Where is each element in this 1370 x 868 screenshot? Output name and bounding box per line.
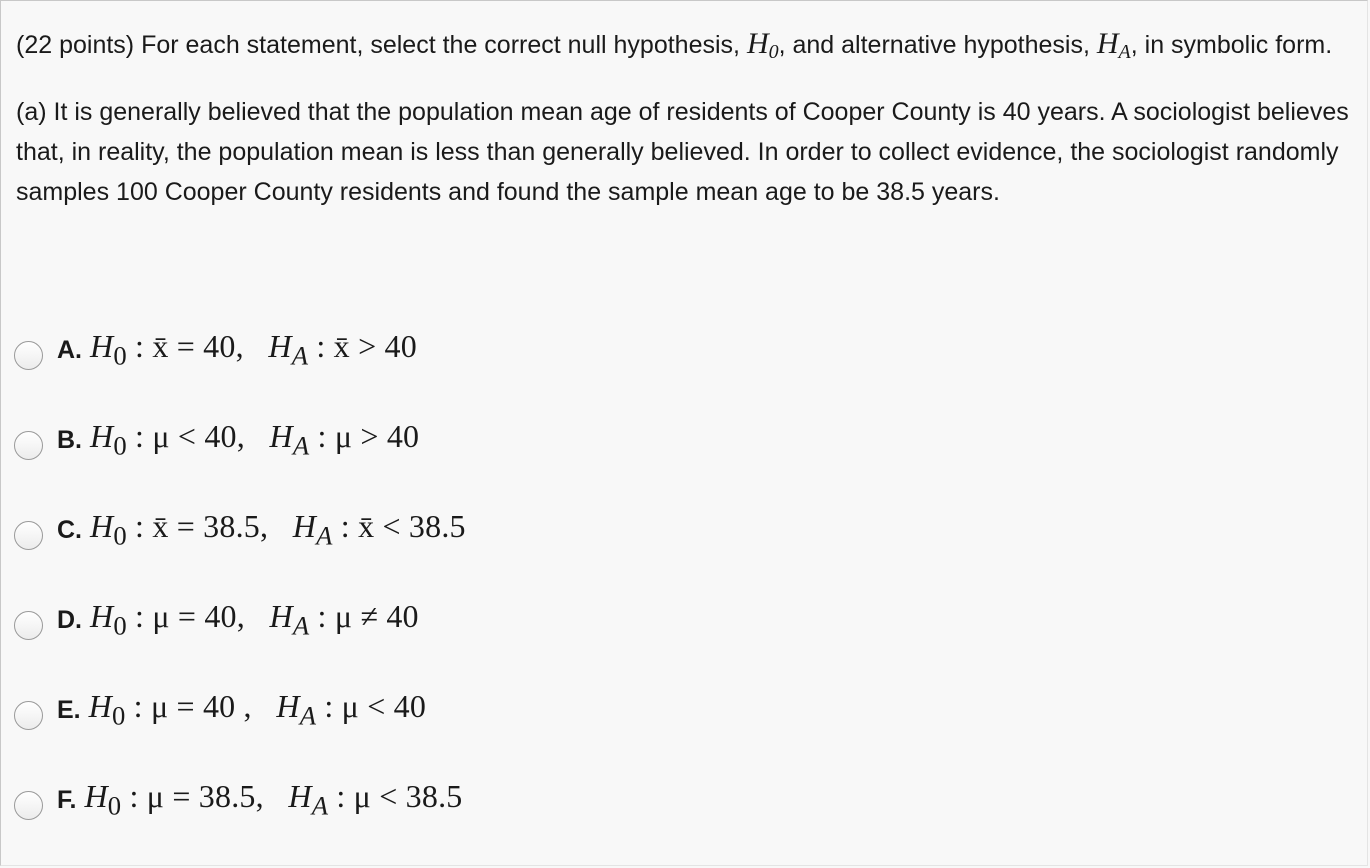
option-f[interactable] <box>14 780 462 820</box>
option-b-radio[interactable] <box>14 431 43 460</box>
option-d-expression: $H_0$ : μ = 40, $H_A$ : μ ≠ 40 <box>90 598 419 641</box>
question-intro: (22 points) For each statement, select the correct null hypothesis, $H_0$, and alternative hypothesis, $H_A$, in symbolic form. <box>16 27 1333 63</box>
option-b[interactable] <box>14 420 419 460</box>
option-e-radio[interactable] <box>14 701 43 730</box>
option-a[interactable] <box>14 330 417 370</box>
option-a-expression: $H_0$ : x̄ = 40, $H_A$ : x̄ > 40 <box>90 328 417 371</box>
option-c[interactable] <box>14 510 466 550</box>
option-c-expression: $H_0$ : x̄ = 38.5, $H_A$ : x̄ < 38.5 <box>90 508 466 551</box>
question-text <box>16 24 1356 212</box>
option-c-letter: C. <box>57 515 82 544</box>
ha-symbol: $H_A$ <box>1096 27 1131 63</box>
option-a-radio[interactable] <box>14 341 43 370</box>
option-b-expression: $H_0$ : μ < 40, $H_A$ : μ > 40 <box>90 418 420 461</box>
option-e-letter: E. <box>57 695 81 724</box>
option-d-letter: D. <box>57 605 82 634</box>
part-a-text: (a) It is generally believed that the population mean age of residents of Cooper County is 40 years. A sociologist believes that, in reality, the population mean is less than generally believed. In order to collect evidence, the sociologist randomly samples 100 Cooper County residents and found the sample mean age to be 38.5 years. <box>16 98 1349 206</box>
option-b-letter: B. <box>57 425 82 454</box>
option-e-expression: $H_0$ : μ = 40 , $H_A$ : μ < 40 <box>88 688 427 731</box>
points-label: (22 points) <box>16 31 135 59</box>
option-f-letter: F. <box>57 785 77 814</box>
option-a-letter: A. <box>57 335 82 364</box>
option-f-expression: $H_0$ : μ = 38.5, $H_A$ : μ < 38.5 <box>84 778 463 821</box>
option-d[interactable] <box>14 600 419 640</box>
h0-symbol: $H_0$ <box>746 27 779 63</box>
option-f-radio[interactable] <box>14 791 43 820</box>
option-e[interactable] <box>14 690 426 730</box>
option-c-radio[interactable] <box>14 521 43 550</box>
option-d-radio[interactable] <box>14 611 43 640</box>
